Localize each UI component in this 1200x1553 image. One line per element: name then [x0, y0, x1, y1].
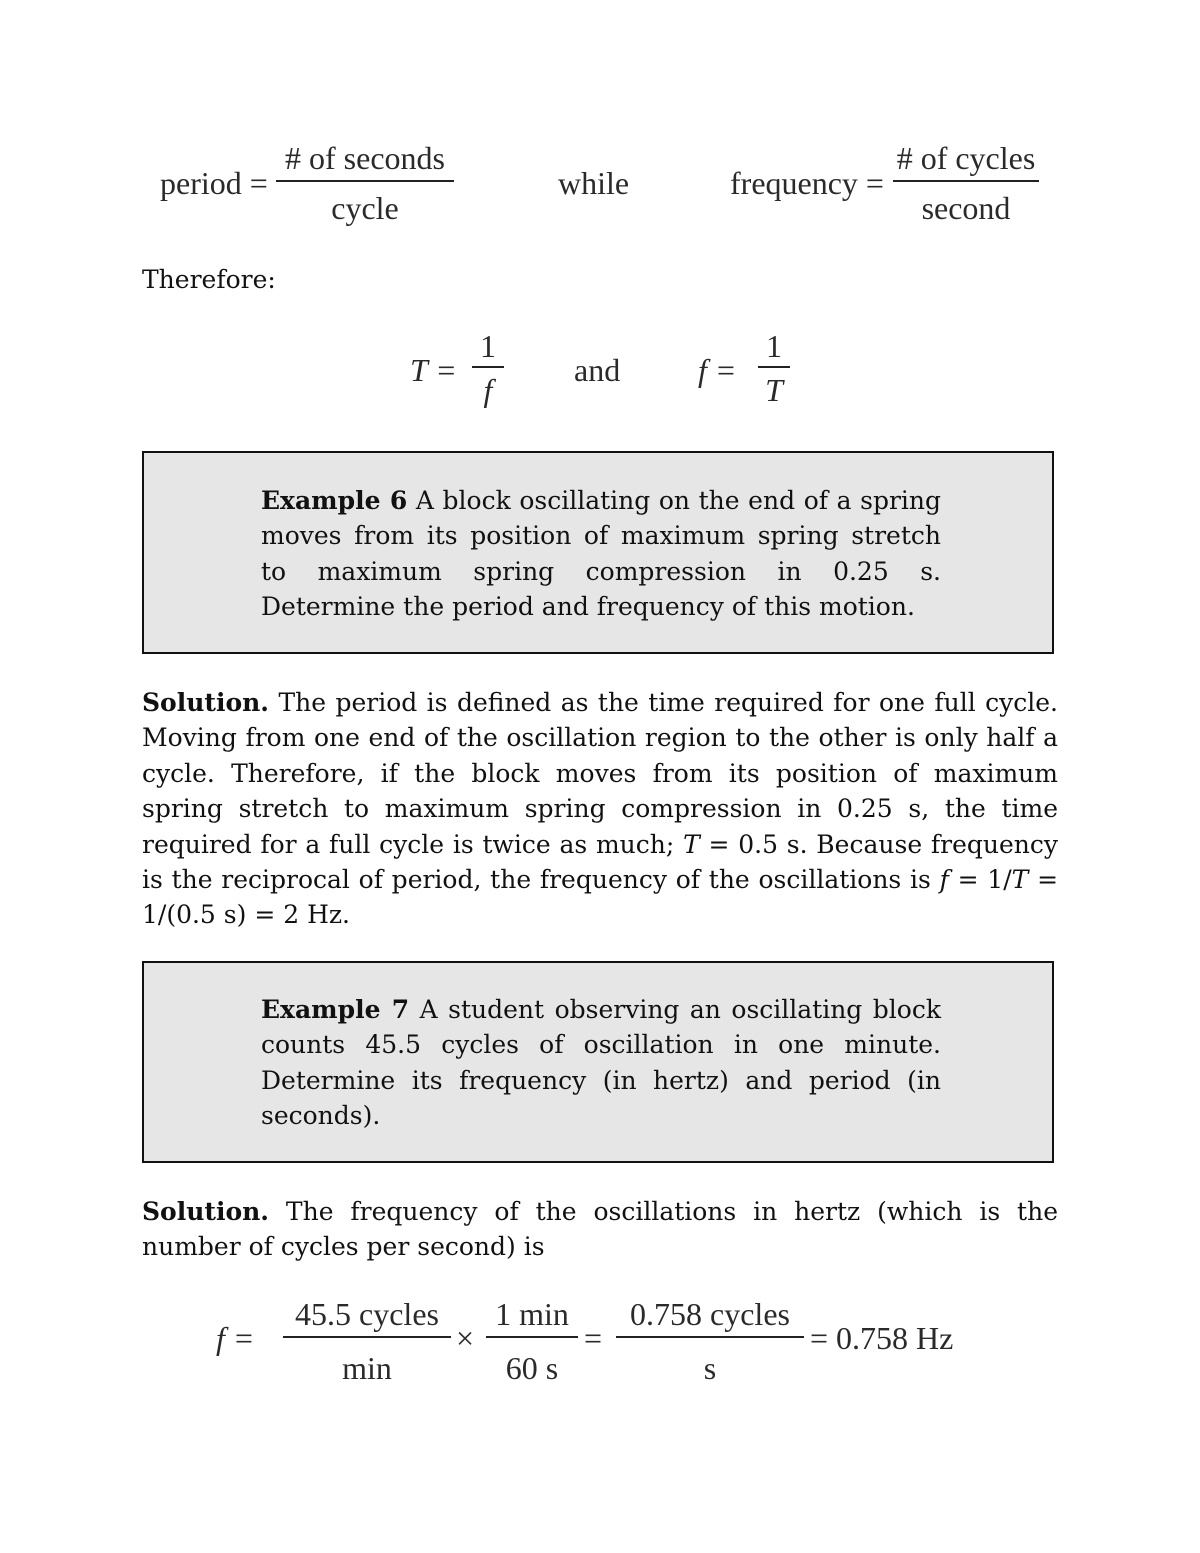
frequency-fraction — [893, 142, 1039, 224]
times-sign: × — [456, 1320, 475, 1356]
solution-6-paragraph: Solution. The period is defined as the time required for one full cycle. Moving from one end of the oscillation region to the other is only half a cycle. Therefore, if the block moves from its position of maximum spring stretch to maximum spring compression in 0.25 s, the time required for a full cycle is twice as much; T = 0.5 s. Because frequency is the reciprocal of period, the frequency of the oscillations is f = 1/T = 1/(0.5 s) = 2 Hz. — [142, 688, 1059, 930]
and-word: and — [574, 352, 621, 388]
fraction-cycles-per-min: 45.5 cycles min — [283, 1298, 451, 1384]
equals-sign: = — [584, 1320, 603, 1356]
f-fraction: 1 T — [758, 330, 790, 406]
example-7-box — [142, 961, 1054, 1163]
period-denominator: cycle — [331, 190, 399, 226]
example-6-box — [142, 451, 1054, 654]
period-numerator: # of seconds — [285, 140, 445, 176]
solution-7-paragraph: Solution. The frequency of the oscillations in hertz (which is the number of cycles per second) is — [142, 1197, 1058, 1262]
final-lhs: f = — [216, 1320, 255, 1356]
therefore-text: Therefore: — [142, 265, 276, 294]
period-fraction — [276, 142, 454, 224]
example-6-text: Example 6 A block oscillating on the end of a spring moves from its position of maximum spring stretch to maximum spring compression in 0.25 s. Determine the period and frequency of this motion. — [261, 486, 941, 622]
frequency-denominator: second — [921, 190, 1011, 226]
example-7-text: Example 7 A student observing an oscillating block counts 45.5 cycles of oscillation in one minute. Determine its frequency (in hertz) and period (in seconds). — [261, 995, 941, 1131]
frequency-label: frequency = — [730, 165, 884, 201]
fraction-min-per-60s: 1 min 60 s — [486, 1298, 578, 1384]
while-word: while — [558, 165, 630, 201]
period-label: period = — [160, 165, 268, 201]
f-lhs: f = — [698, 352, 737, 388]
final-result: = 0.758 Hz — [810, 1320, 954, 1356]
fraction-cycles-per-s: 0.758 cycles s — [616, 1298, 804, 1384]
frequency-numerator: # of cycles — [896, 140, 1036, 176]
T-fraction: 1 f — [472, 330, 504, 406]
T-lhs: T = — [410, 352, 457, 388]
